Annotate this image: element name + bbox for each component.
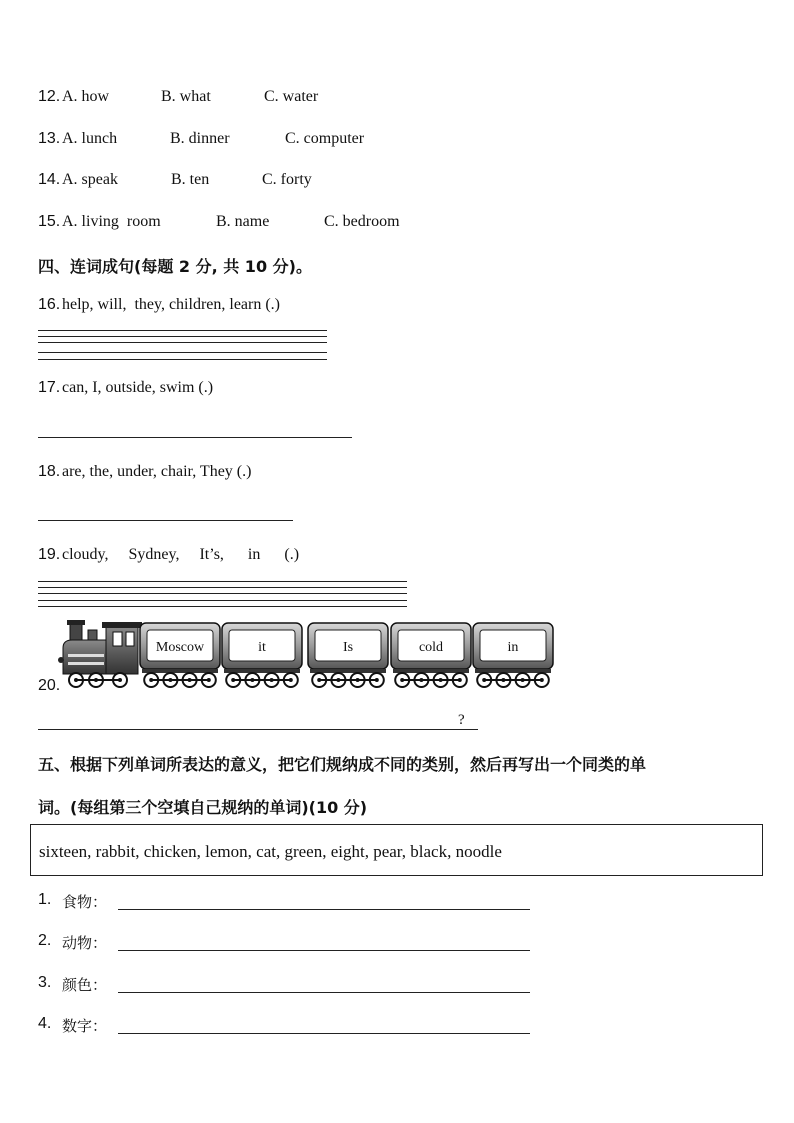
scrambled-words: cloudy, Sydney, It’s, in (.) — [62, 546, 300, 563]
option-c: C. bedroom — [324, 213, 400, 230]
train-car — [222, 623, 302, 687]
category-number: 1. — [38, 891, 52, 908]
section-5-heading-line1: 五、根据下列单词所表达的意义，把它们规纳成不同的类别，然后再写出一个同类的单 — [38, 755, 647, 774]
answer-line[interactable] — [118, 909, 530, 910]
train-illustration — [58, 618, 560, 692]
question-number: 14. — [38, 171, 61, 188]
section-5-heading-line2: 词。(每组第三个空填自己规纳的单词)(10 分) — [38, 798, 368, 817]
category-label: 动物： — [62, 934, 108, 952]
answer-line[interactable] — [38, 729, 478, 730]
question-mark: ? — [458, 712, 465, 728]
option-c: C. computer — [285, 130, 365, 147]
scrambled-words: are, the, under, chair, They (.) — [62, 463, 252, 480]
category-label: 数字： — [62, 1017, 108, 1035]
question-number: 19. — [38, 546, 61, 563]
category-number: 4. — [38, 1015, 52, 1032]
locomotive — [58, 620, 142, 687]
question-number: 15. — [38, 213, 61, 230]
category-number: 2. — [38, 932, 52, 949]
train-car — [473, 623, 553, 687]
answer-line[interactable] — [118, 992, 530, 993]
train-car — [308, 623, 388, 687]
option-a: A. how — [62, 88, 110, 105]
option-b: B. dinner — [170, 130, 230, 147]
question-number: 13. — [38, 130, 61, 147]
category-number: 3. — [38, 974, 52, 991]
answer-line[interactable] — [38, 437, 352, 438]
train-car-word: in — [507, 640, 519, 655]
option-b: B. ten — [171, 171, 210, 188]
option-c: C. forty — [262, 171, 312, 188]
option-c: C. water — [264, 88, 319, 105]
answer-line[interactable] — [38, 520, 293, 521]
question-number: 12. — [38, 88, 61, 105]
train-car-word: Is — [342, 640, 354, 655]
category-label: 食物： — [62, 893, 108, 911]
question-number: 16. — [38, 296, 61, 313]
option-b: B. what — [161, 88, 211, 105]
word-bank: sixteen, rabbit, chicken, lemon, cat, green, eight, pear, black, noodle — [39, 842, 502, 861]
train-car — [140, 623, 220, 687]
question-number: 20. — [38, 677, 61, 694]
train-car-word: cold — [418, 640, 444, 655]
word-bank-box — [30, 824, 763, 876]
answer-line[interactable] — [118, 1033, 530, 1034]
train-car-word: Moscow — [155, 640, 205, 655]
option-a: A. lunch — [62, 130, 118, 147]
scrambled-words: can, I, outside, swim (.) — [62, 379, 214, 396]
train-car — [391, 623, 471, 687]
option-b: B. name — [216, 213, 270, 230]
category-label: 颜色： — [62, 976, 108, 994]
section-4-heading: 四、连词成句(每题 2 分, 共 10 分)。 — [38, 257, 312, 276]
answer-line[interactable] — [118, 950, 530, 951]
question-number: 17. — [38, 379, 61, 396]
option-a: A. living room — [62, 213, 161, 230]
train-car-word: it — [258, 640, 266, 655]
option-a: A. speak — [62, 171, 118, 188]
question-number: 18. — [38, 463, 61, 480]
scrambled-words: help, will, they, children, learn (.) — [58, 296, 280, 313]
